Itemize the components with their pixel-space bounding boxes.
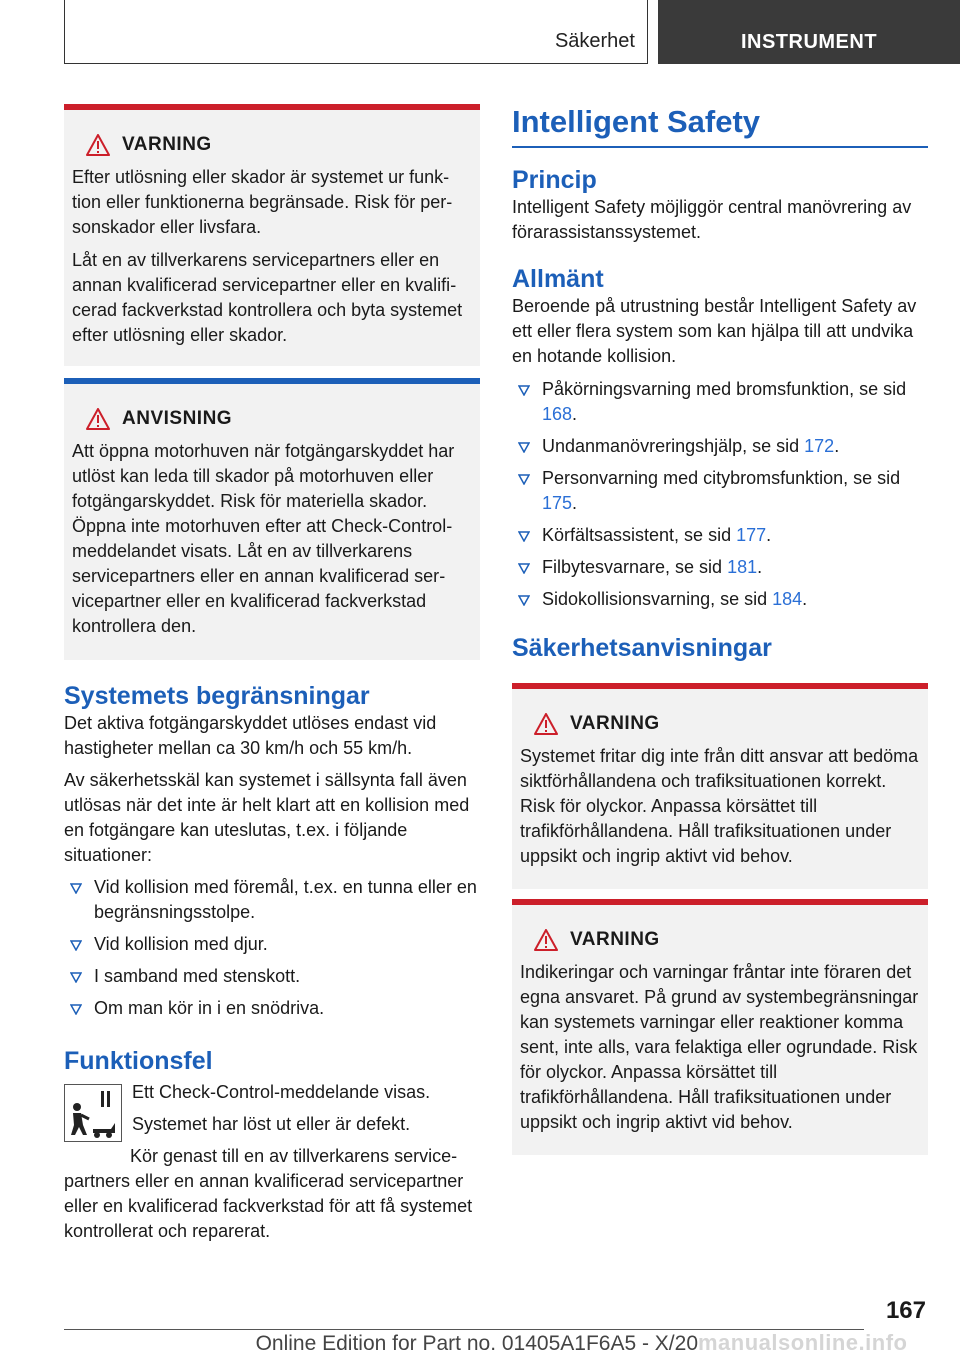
warning-text: Systemet fritar dig inte från ditt ansvar att bedöma siktförhållandena och trafiksituationen korrekt. Risk för olyckor. Anpassa körsättet till trafikförhållandena. Håll trafiksituationen under uppsikt och ingrip aktivt vid behov.	[520, 746, 919, 866]
warning-triangle-icon	[534, 713, 558, 735]
warning-heading	[520, 927, 920, 952]
header-section-box	[64, 0, 648, 64]
section-heading-general: Allmänt	[512, 265, 604, 293]
warning-text: Indikeringar och varningar fråntar inte föraren det egna ansvaret. På grund av systembegränsningar kan systemets varningar eller reaktioner komma sent, inte alls, vara felaktiga eller ogrundade. Risk för olyckor. Anpassa körsättet till trafikförhållandena. Håll trafiksituationen under uppsikt och ingrip aktivt vid behov.	[520, 962, 919, 1132]
list-item: Körfältsassistent, se sid 177.	[512, 523, 928, 548]
list-item: Vid kollision med föremål, t.ex. en tunna eller en begränsningsstolpe.	[64, 875, 480, 925]
list-item: Om man kör in i en snödriva.	[64, 996, 480, 1021]
list-item: Undanmanövreringshjälp, se sid 172.	[512, 434, 928, 459]
page-link[interactable]: 172	[804, 436, 835, 456]
triangle-bullet-icon	[518, 595, 530, 606]
notice-text: Att öppna motorhuven när fotgängarskyddet har utlöst kan leda till skador på motorhuven eller fotgängarskyddet. Risk för materiella skador. Öppna inte motorhuven efter att Check-Control-meddelandet visats. Låt en av tillverkarens servicepartners eller en annan kvalificerad servicepartner eller en kvalificerad fackverkstad kontrollera den.	[72, 441, 455, 636]
page-number: 167	[885, 1297, 926, 1324]
warning-text: Låt en av tillverkarens servicepartners eller en annan kvalificerad servicepartner eller en kvalificerad fackverkstad kontrollera och byta systemet efter utlösning eller skador.	[72, 250, 463, 345]
paragraph: Ett Check-Control-meddelande visas.	[132, 1082, 431, 1102]
warning-title: VARNING	[570, 713, 660, 734]
warning-box-2	[512, 683, 928, 889]
paragraph: Beroende på utrustning består Intelligent Safety av ett eller flera system som kan hjälpa till att undvika en hotande kollision.	[512, 296, 917, 366]
warning-title: VARNING	[122, 134, 212, 155]
triangle-bullet-icon	[70, 972, 82, 983]
fault-block	[64, 1080, 480, 1244]
footer-edition: Online Edition for Part no. 01405A1F6A5 - X/20	[255, 1332, 698, 1355]
triangle-bullet-icon	[518, 531, 530, 542]
header-section-title: Säkerhet	[554, 30, 635, 52]
pedestrian-protection-icon	[64, 1084, 122, 1142]
notice-box	[64, 378, 480, 660]
paragraph: Kör genast till en av tillverkarens servicepartners eller en annan kvalificerad servicepartner eller en kvalificerad fackverkstad för att få systemet kontrollerat och reparerat.	[64, 1146, 473, 1241]
warning-heading	[520, 711, 920, 736]
left-column	[64, 104, 480, 1244]
triangle-bullet-icon	[518, 442, 530, 453]
list-item: Vid kollision med djur.	[64, 932, 480, 957]
page-title: Intelligent Safety	[512, 104, 928, 148]
warning-triangle-icon	[86, 408, 110, 430]
page-link[interactable]: 168	[542, 404, 573, 424]
right-column	[512, 104, 928, 1155]
limits-list	[64, 875, 480, 1021]
page-link[interactable]: 184	[772, 589, 803, 609]
page-link[interactable]: 177	[736, 525, 767, 545]
paragraph: Av säkerhetsskäl kan systemet i sällsynta fall även utlösas när det inte är helt klart att en kollision med en fotgängare kan uteslutas, t.ex. i följande situationer:	[64, 770, 470, 865]
triangle-bullet-icon	[518, 563, 530, 574]
warning-heading	[72, 132, 472, 157]
paragraph: Systemet har löst ut eller är defekt.	[132, 1114, 411, 1134]
warning-box-1	[64, 104, 480, 366]
paragraph: Det aktiva fotgängarskyddet utlöses endast vid hastigheter mellan ca 30 km/h och 55 km/h.	[64, 713, 437, 758]
triangle-bullet-icon	[70, 883, 82, 894]
header-chapter-box	[658, 0, 960, 64]
section-heading-safety: Säkerhetsanvisningar	[512, 634, 772, 662]
section-heading-fault: Funktionsfel	[64, 1047, 213, 1075]
header-chapter-title: INSTRUMENT	[740, 31, 878, 53]
list-item: Personvarning med citybromsfunktion, se sid 175.	[512, 466, 928, 516]
warning-title: VARNING	[570, 929, 660, 950]
section-heading-principle: Princip	[512, 166, 597, 194]
page-link[interactable]: 175	[542, 493, 573, 513]
list-item: Påkörningsvarning med bromsfunktion, se sid 168.	[512, 377, 928, 427]
watermark: manualsonline.info	[698, 1330, 908, 1355]
page-link[interactable]: 181	[727, 557, 758, 577]
triangle-bullet-icon	[518, 385, 530, 396]
warning-box-3	[512, 899, 928, 1155]
list-item: Sidokollisionsvarning, se sid 184.	[512, 587, 928, 612]
notice-heading	[72, 406, 472, 431]
notice-title: ANVISNING	[122, 408, 233, 429]
warning-triangle-icon	[534, 929, 558, 951]
section-heading-limits: Systemets begränsningar	[64, 682, 370, 710]
warning-text: Efter utlösning eller skador är systemet ur funktion eller funktionerna begränsade. Risk för personskador eller livsfara.	[72, 167, 453, 237]
triangle-bullet-icon	[70, 940, 82, 951]
triangle-bullet-icon	[70, 1004, 82, 1015]
paragraph: Intelligent Safety möjliggör central manövrering av förarassistanssystemet.	[512, 197, 912, 242]
triangle-bullet-icon	[518, 474, 530, 485]
systems-list	[512, 377, 928, 612]
list-item: Filbytesvarnare, se sid 181.	[512, 555, 928, 580]
warning-triangle-icon	[86, 134, 110, 156]
list-item: I samband med stenskott.	[64, 964, 480, 989]
